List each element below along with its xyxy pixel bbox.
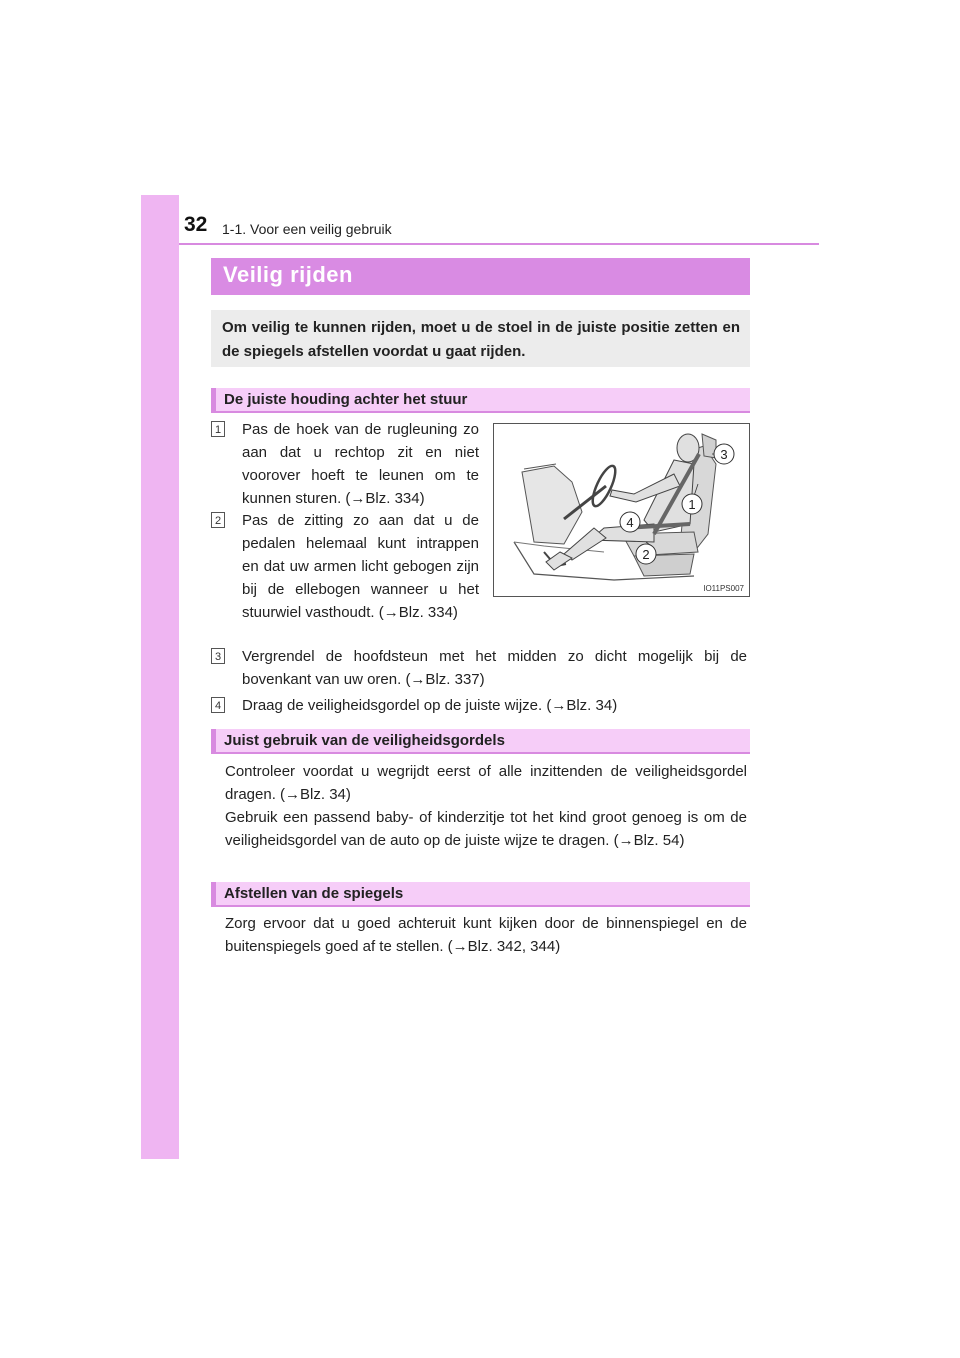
page-title: Veilig rijden xyxy=(223,262,353,287)
step-3 xyxy=(211,645,747,693)
callout-2-icon xyxy=(636,544,656,564)
section-heading-seatbelts xyxy=(211,729,750,754)
mirrors-paragraph xyxy=(225,912,747,958)
section-heading-mirrors xyxy=(211,882,750,907)
seatbelt-para-1: Controleer voordat u wegrijdt eerst of alle inzittenden de veiligheidsgordel dragen. (→Blz. 34) xyxy=(225,763,747,803)
page-number: 32 xyxy=(184,213,208,236)
section-heading-posture xyxy=(211,388,750,413)
svg-text:4: 4 xyxy=(626,515,634,530)
step-text: Pas de zitting zo aan dat u de pedalen helemaal kunt intrappen en dat uw armen licht gebogen zijn bij de ellebogen wanneer u het stuurwiel vasthoudt. (→Blz. 334) xyxy=(242,512,479,621)
step-number-icon: 2 xyxy=(211,512,225,528)
seatbelt-para-2: Gebruik een passend baby- of kinderzitje tot het kind groot genoeg is om de veiligheidsgordel van de auto op de juiste wijze te dragen. (→Blz. 54) xyxy=(225,809,747,849)
section-heading-text: Afstellen van de spiegels xyxy=(224,885,404,902)
title-bar xyxy=(211,258,750,295)
step-number-icon: 1 xyxy=(211,421,225,437)
step-number-icon: 4 xyxy=(211,697,225,713)
seating-posture-figure xyxy=(493,423,750,597)
step-text: Draag de veiligheidsgordel op de juiste wijze. (→Blz. 34) xyxy=(242,697,618,714)
svg-text:3: 3 xyxy=(720,447,728,462)
section-heading-text: De juiste houding achter het stuur xyxy=(224,391,468,408)
figure-code: IO11PS007 xyxy=(703,584,744,593)
seating-posture-illustration xyxy=(494,424,749,596)
seatbelt-paragraphs xyxy=(225,760,747,852)
callout-1-icon xyxy=(682,494,702,514)
section-heading-text: Juist gebruik van de veiligheidsgordels xyxy=(224,732,505,749)
step-number-icon: 3 xyxy=(211,648,225,664)
step-2 xyxy=(211,509,479,641)
step-4 xyxy=(211,694,747,719)
callout-3-icon xyxy=(714,444,734,464)
header-rule xyxy=(179,243,819,245)
step-1 xyxy=(211,418,479,507)
chapter-sidebar-tab xyxy=(141,195,179,1159)
svg-text:1: 1 xyxy=(688,497,696,512)
running-head: 1-1. Voor een veilig gebruik xyxy=(222,221,392,237)
step-text: Vergrendel de hoofdsteun met het midden zo dicht mogelijk bij de bovenkant van uw oren. (→Blz. 337) xyxy=(242,648,747,688)
svg-text:2: 2 xyxy=(642,547,650,562)
intro-box xyxy=(211,310,750,367)
step-text: Pas de hoek van de rugleuning zo aan dat u rechtop zit en niet voorover hoeft te leunen om te kunnen sturen. (→Blz. 334) xyxy=(242,421,479,507)
callout-4-icon xyxy=(620,512,640,532)
mirrors-para: Zorg ervoor dat u goed achteruit kunt kijken door de binnenspiegel en de buitenspiegels goed af te stellen. (→Blz. 342, 344) xyxy=(225,915,747,955)
intro-text: Om veilig te kunnen rijden, moet u de stoel in de juiste positie zetten en de spiegels afstellen voordat u gaat rijden. xyxy=(222,319,740,360)
